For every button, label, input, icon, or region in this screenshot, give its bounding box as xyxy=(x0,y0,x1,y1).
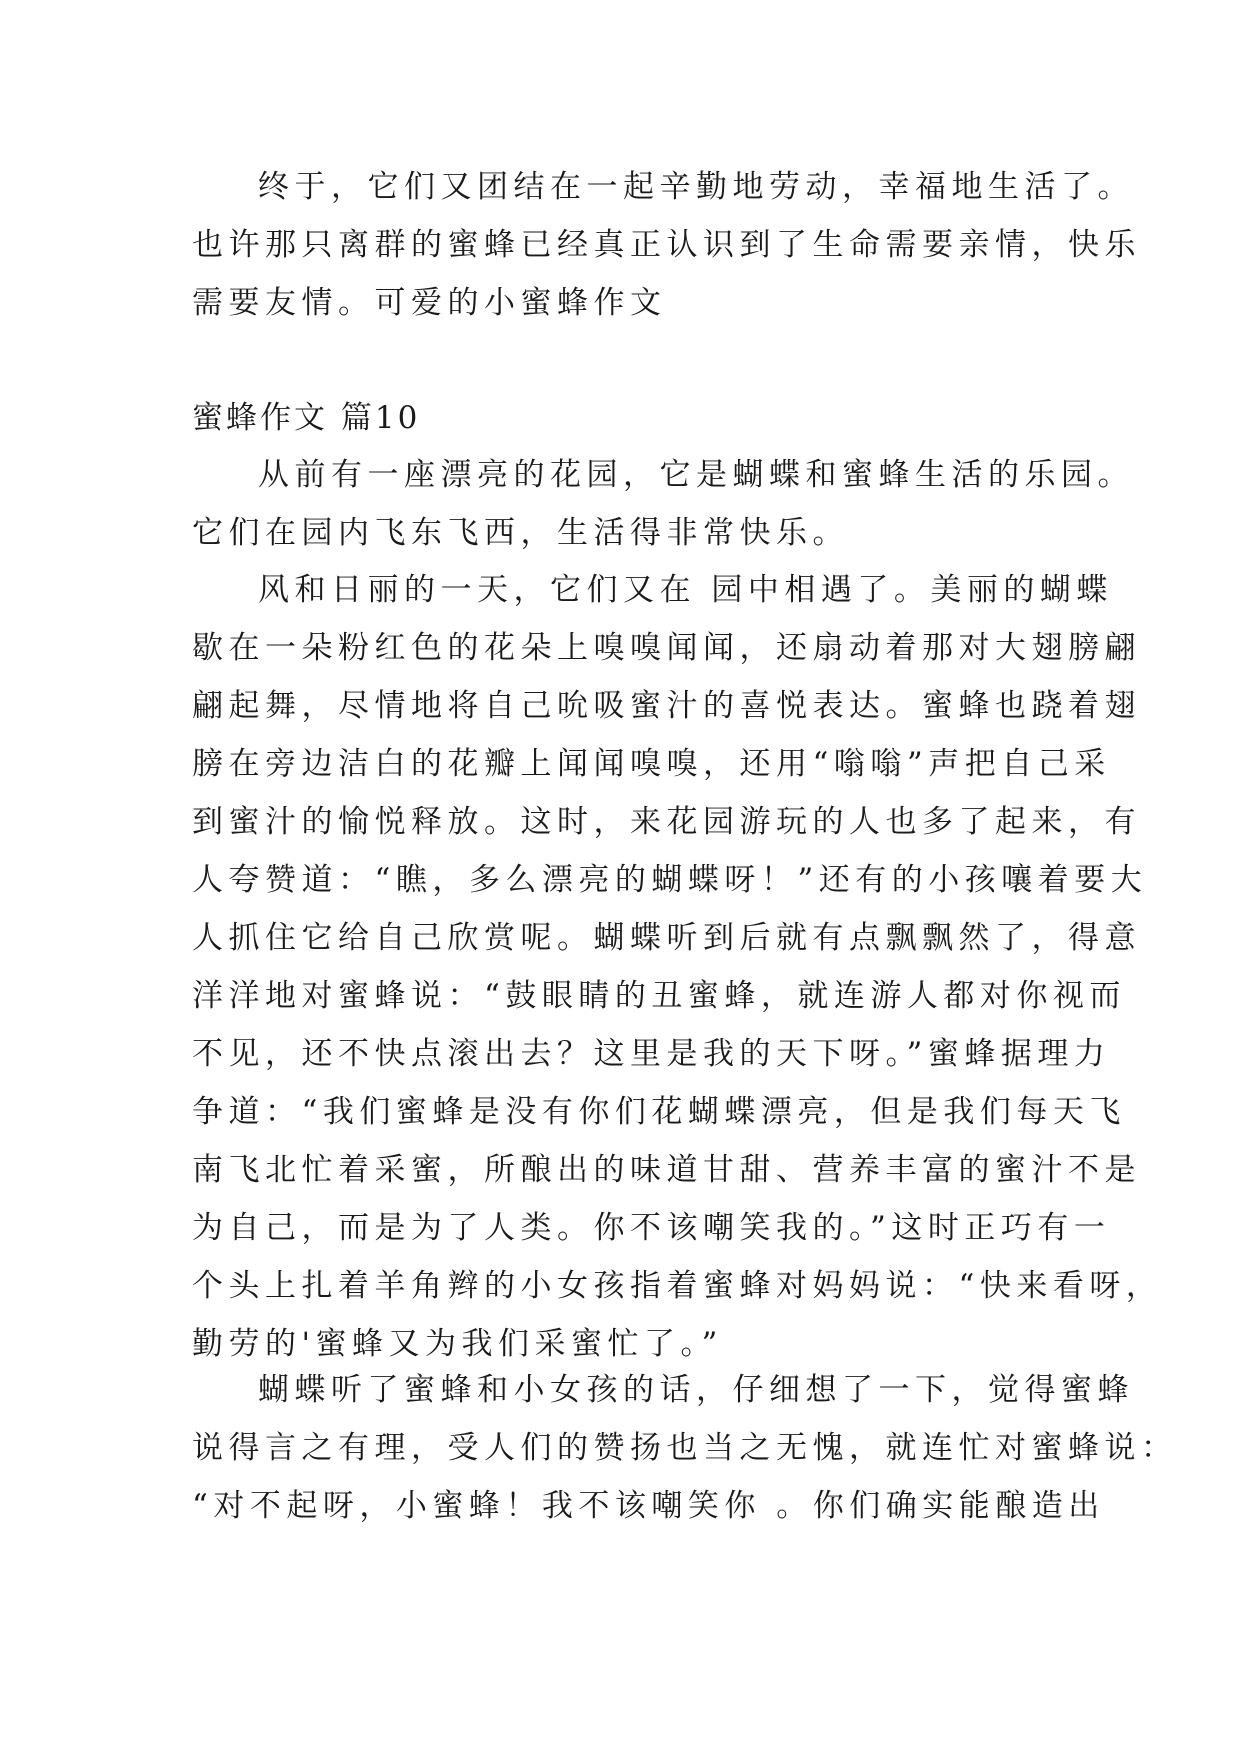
text-line: 蝴蝶听了蜜蜂和小女孩的话，仔细想了一下，觉得蜜蜂 xyxy=(258,1372,1134,1408)
text-line: 风和日丽的一天，它们又在 园中相遇了。美丽的蝴蝶 xyxy=(258,572,1113,608)
text-line: 争道：“我们蜜蜂是没有你们花蝴蝶漂亮，但是我们每天飞 xyxy=(192,1094,1126,1130)
text-line: “对不起呀，小蜜蜂！我不该嘲笑你 。你们确实能酿造出 xyxy=(192,1488,1105,1524)
text-line: 为自己，而是为了人类。你不该嘲笑我的。”这时正巧有一 xyxy=(192,1210,1111,1246)
text-line: 人夸赞道：“瞧，多么漂亮的蝴蝶呀！”还有的小孩嚷着要大 xyxy=(192,862,1148,898)
text-line: 膀在旁边洁白的花瓣上闻闻嗅嗅，还用“嗡嗡”声把自己采 xyxy=(192,746,1111,782)
text-line: 到蜜汁的愉悦释放。这时，来花园游玩的人也多了起来，有 xyxy=(192,804,1141,840)
text-line: 说得言之有理，受人们的赞扬也当之无愧，就连忙对蜜蜂说： xyxy=(192,1430,1178,1466)
text-line: 洋洋地对蜜蜂说：“鼓眼睛的丑蜜蜂，就连游人都对你视而 xyxy=(192,978,1126,1014)
text-line: 需要友情。可爱的小蜜蜂作文 xyxy=(192,285,667,321)
text-line: 它们在园内飞东飞西，生活得非常快乐。 xyxy=(192,515,849,551)
text-line: 不见，还不快点滚出去？这里是我的天下呀。”蜜蜂据理力 xyxy=(192,1036,1111,1072)
text-line: 勤劳的'蜜蜂又为我们采蜜忙了。” xyxy=(192,1326,723,1362)
paragraph-conclusion xyxy=(192,158,1141,332)
heading-text: 蜜蜂作文 篇10 xyxy=(192,400,421,436)
paragraph-story xyxy=(192,561,1163,1373)
text-line: 终于，它们又团结在一起辛勤地劳动，幸福地生活了。 xyxy=(258,169,1134,205)
text-line: 翩起舞，尽情地将自己吮吸蜜汁的喜悦表达。蜜蜂也跷着翅 xyxy=(192,688,1141,724)
paragraph-intro xyxy=(192,446,1134,562)
text-line: 人抓住它给自己欣赏呢。蝴蝶听到后就有点飘飘然了，得意 xyxy=(192,920,1141,956)
section-heading xyxy=(192,389,1072,447)
text-line: 从前有一座漂亮的花园，它是蝴蝶和蜜蜂生活的乐园。 xyxy=(258,457,1134,493)
text-line: 也许那只离群的蜜蜂已经真正认识到了生命需要亲情，快乐 xyxy=(192,227,1141,263)
paragraph-resolution xyxy=(192,1361,1178,1535)
text-line: 个头上扎着羊角辫的小女孩指着蜜蜂对妈妈说：“快来看呀， xyxy=(192,1268,1163,1304)
text-line: 南飞北忙着采蜜，所酿出的味道甘甜、营养丰富的蜜汁不是 xyxy=(192,1152,1141,1188)
text-line: 歇在一朵粉红色的花朵上嗅嗅闻闻，还扇动着那对大翅膀翩 xyxy=(192,630,1141,666)
